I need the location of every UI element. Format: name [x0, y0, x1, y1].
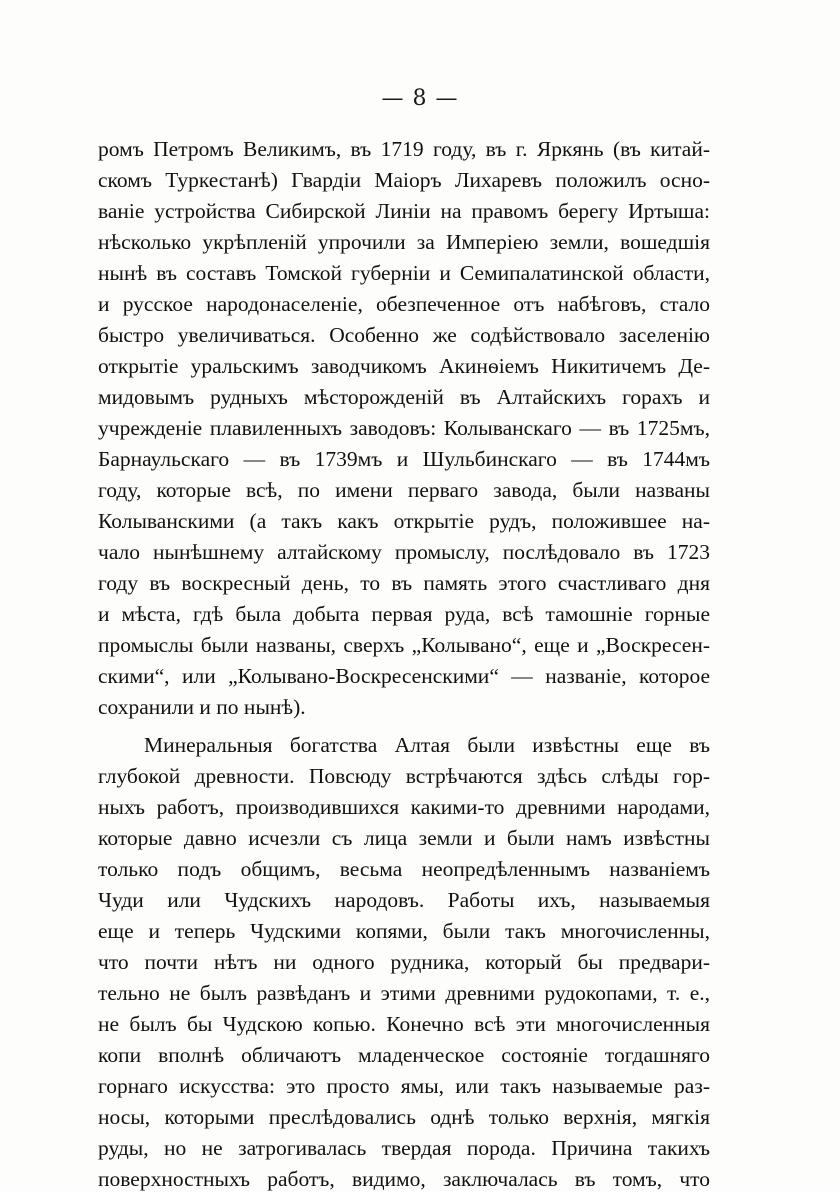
- text-line: поверхностныхъ работъ, видимо, заключалась въ томъ, что: [98, 1167, 710, 1191]
- text-line: мидовымъ рудныхъ мѣсторожденій въ Алтайскихъ горахъ и: [98, 385, 710, 409]
- text-line: и русское народонаселеніе, обезпеченное отъ набѣговъ, стало: [98, 292, 710, 316]
- text-line: глубокой древности. Повсюду встрѣчаются здѣсь слѣды гор-: [98, 764, 710, 788]
- text-line: открытіе уральскимъ заводчикомъ Акинѳіемъ Никитичемъ Де-: [98, 354, 710, 378]
- paragraph-gap: [98, 723, 710, 730]
- text-line: Минеральныя богатства Алтая были извѣстны еще въ: [144, 733, 710, 757]
- text-line: ваніе устройства Сибирской Линіи на правомъ берегу Иртыша:: [98, 199, 710, 223]
- text-line: ныхъ работъ, производившихся какими-то древними народами,: [98, 795, 710, 819]
- text-line: промыслы были названы, сверхъ „Колывано“, еще и „Воскресен-: [98, 633, 710, 657]
- text-line: нѣсколько укрѣпленій упрочили за Имперіею земли, вошедшія: [98, 230, 710, 254]
- text-line: скомъ Туркестанѣ) Гвардіи Маіоръ Лихаревъ положилъ осно-: [98, 168, 710, 192]
- text-line: тельно не былъ развѣданъ и этими древними рудокопами, т. е.,: [98, 981, 710, 1005]
- text-line: руды, но не затрогивалась твердая порода. Причина такихъ: [98, 1136, 710, 1160]
- text-line: Чуди или Чудскихъ народовъ. Работы ихъ, называемыя: [98, 888, 710, 912]
- text-line: скими“, или „Колывано-Воскресенскими“ — названіе, которое: [98, 664, 710, 688]
- text-line: носы, которыми преслѣдовались однѣ только верхнія, мягкія: [98, 1105, 710, 1129]
- text-line: копи вполнѣ обличаютъ младенческое состояніе тогдашняго: [98, 1043, 710, 1067]
- text-line: чало нынѣшнему алтайскому промыслу, послѣдовало въ 1723: [98, 540, 710, 564]
- text-line: горнаго искусства: это просто ямы, или такъ называемые раз-: [98, 1074, 710, 1098]
- text-line: нынѣ въ составъ Томской губерніи и Семипалатинской области,: [98, 261, 710, 285]
- text-line: Барнаульскаго — въ 1739мъ и Шульбинскаго — въ 1744мъ: [98, 447, 710, 471]
- text-line: еще и теперь Чудскими копями, были такъ многочисленны,: [98, 919, 710, 943]
- text-line: быстро увеличиваться. Особенно же содѣйствовало заселенію: [98, 323, 710, 347]
- text-line: и мѣста, гдѣ была добыта первая руда, всѣ тамошніе горные: [98, 602, 710, 626]
- text-line: что почти нѣтъ ни одного рудника, который бы предвари-: [98, 950, 710, 974]
- text-line: ромъ Петромъ Великимъ, въ 1719 году, въ г. Яркянь (въ китай-: [98, 137, 710, 161]
- page-number: — 8 —: [381, 86, 459, 111]
- text-line: году, которые всѣ, по имени перваго завода, были названы: [98, 478, 710, 502]
- paragraph-2: [98, 730, 710, 1195]
- paragraph-1: [98, 134, 710, 723]
- text-line: сохранили и по нынѣ).: [98, 695, 306, 719]
- text-line: не былъ бы Чудскою копью. Конечно всѣ эти многочисленныя: [98, 1012, 710, 1036]
- text-line: учрежденіе плавиленныхъ заводовъ: Колыванскаго — въ 1725мъ,: [98, 416, 710, 440]
- page-text: [98, 134, 710, 1195]
- text-line: Колыванскими (а такъ какъ открытіе рудъ, положившее на-: [98, 509, 710, 533]
- text-line: которые давно исчезли съ лица земли и были намъ извѣстны: [98, 826, 710, 850]
- text-line: году въ воскресный день, то въ память этого счастливаго дня: [98, 571, 710, 595]
- text-line: только подъ общимъ, весьма неопредѣленнымъ названіемъ: [98, 857, 710, 881]
